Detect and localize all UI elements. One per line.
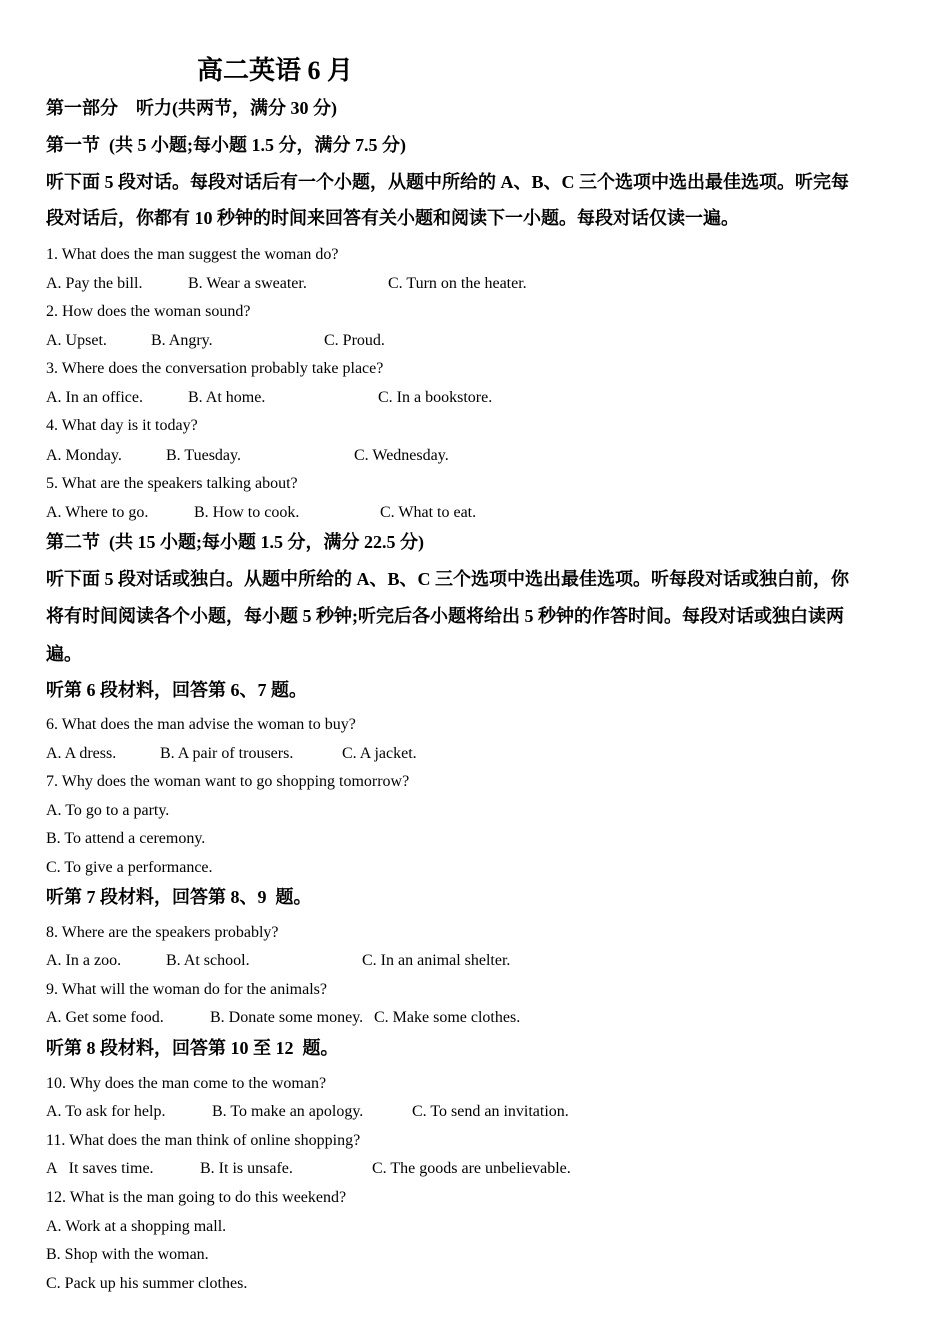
section1-heading: 第一节 (共 5 小题;每小题 1.5 分，满分 7.5 分) <box>46 135 406 155</box>
question-12-stem: 12. What is the man going to do this weekend? <box>46 1189 347 1206</box>
question-12-option-b: B. Shop with the woman. <box>46 1246 209 1263</box>
section1-instructions-line2: 段对话后，你都有 10 秒钟的时间来回答有关小题和阅读下一小题。每段对话仅读一遍。 <box>46 208 739 228</box>
question-10-option-a: A. To ask for help. <box>46 1103 166 1120</box>
question-3-option-c: C. In a bookstore. <box>378 389 493 406</box>
question-2-option-c: C. Proud. <box>324 332 385 349</box>
question-2-option-a: A. Upset. <box>46 332 107 349</box>
question-9-option-c: C. Make some clothes. <box>374 1009 521 1026</box>
question-11-option-b: B. It is unsafe. <box>200 1160 293 1177</box>
question-11-option-a: A It saves time. <box>46 1160 154 1177</box>
question-1-option-b: B. Wear a sweater. <box>188 275 307 292</box>
question-6-stem: 6. What does the man advise the woman to buy? <box>46 716 356 733</box>
question-3-option-a: A. In an office. <box>46 389 143 406</box>
question-4-option-c: C. Wednesday. <box>354 447 449 464</box>
question-12-option-c: C. Pack up his summer clothes. <box>46 1275 248 1292</box>
question-2-stem: 2. How does the woman sound? <box>46 303 251 320</box>
question-10-option-b: B. To make an apology. <box>212 1103 364 1120</box>
question-5-option-b: B. How to cook. <box>194 504 300 521</box>
question-9-option-a: A. Get some food. <box>46 1009 164 1026</box>
question-8-option-c: C. In an animal shelter. <box>362 952 511 969</box>
question-9-option-b: B. Donate some money. <box>210 1009 364 1026</box>
question-8-option-b: B. At school. <box>166 952 250 969</box>
question-10-stem: 10. Why does the man come to the woman? <box>46 1075 327 1092</box>
question-5-option-a: A. Where to go. <box>46 504 149 521</box>
question-7-option-a: A. To go to a party. <box>46 802 170 819</box>
question-4-option-b: B. Tuesday. <box>166 447 241 464</box>
question-5-stem: 5. What are the speakers talking about? <box>46 475 298 492</box>
question-10-option-c: C. To send an invitation. <box>412 1103 569 1120</box>
question-6-option-b: B. A pair of trousers. <box>160 745 294 762</box>
question-8-option-a: A. In a zoo. <box>46 952 122 969</box>
question-8-stem: 8. Where are the speakers probably? <box>46 924 279 941</box>
question-3-option-b: B. At home. <box>188 389 266 406</box>
question-5-option-c: C. What to eat. <box>380 504 477 521</box>
question-1-option-c: C. Turn on the heater. <box>388 275 527 292</box>
material-7-header: 听第 7 段材料，回答第 8、9 题。 <box>46 887 312 907</box>
question-9-stem: 9. What will the woman do for the animals? <box>46 981 327 998</box>
question-7-stem: 7. Why does the woman want to go shopping tomorrow? <box>46 773 410 790</box>
part1-heading: 第一部分 听力(共两节，满分 30 分) <box>46 98 337 118</box>
question-11-stem: 11. What does the man think of online shopping? <box>46 1132 361 1149</box>
material-8-header: 听第 8 段材料，回答第 10 至 12 题。 <box>46 1038 339 1058</box>
section2-instructions-line3: 遍。 <box>46 644 82 664</box>
question-4-option-a: A. Monday. <box>46 447 122 464</box>
question-7-option-b: B. To attend a ceremony. <box>46 830 206 847</box>
section2-heading: 第二节 (共 15 小题;每小题 1.5 分，满分 22.5 分) <box>46 532 424 552</box>
question-11-option-c: C. The goods are unbelievable. <box>372 1160 571 1177</box>
question-7-option-c: C. To give a performance. <box>46 859 213 876</box>
question-12-option-a: A. Work at a shopping mall. <box>46 1218 227 1235</box>
question-4-stem: 4. What day is it today? <box>46 417 198 434</box>
section1-instructions-line1: 听下面 5 段对话。每段对话后有一个小题，从题中所给的 A、B、C 三个选项中选出最佳选项。听完每 <box>46 172 849 192</box>
section2-instructions-line2: 将有时间阅读各个小题，每小题 5 秒钟;听完后各小题将给出 5 秒钟的作答时间。每段对话或独白读两 <box>46 606 844 626</box>
question-6-option-c: C. A jacket. <box>342 745 417 762</box>
section2-instructions-line1: 听下面 5 段对话或独白。从题中所给的 A、B、C 三个选项中选出最佳选项。听每段对话或独白前，你 <box>46 569 849 589</box>
page-title: 高二英语 6 月 <box>197 56 354 85</box>
question-6-option-a: A. A dress. <box>46 745 117 762</box>
question-1-stem: 1. What does the man suggest the woman do? <box>46 246 339 263</box>
question-2-option-b: B. Angry. <box>151 332 213 349</box>
question-3-stem: 3. Where does the conversation probably take place? <box>46 360 384 377</box>
question-1-option-a: A. Pay the bill. <box>46 275 143 292</box>
material-6-header: 听第 6 段材料，回答第 6、7 题。 <box>46 680 307 700</box>
